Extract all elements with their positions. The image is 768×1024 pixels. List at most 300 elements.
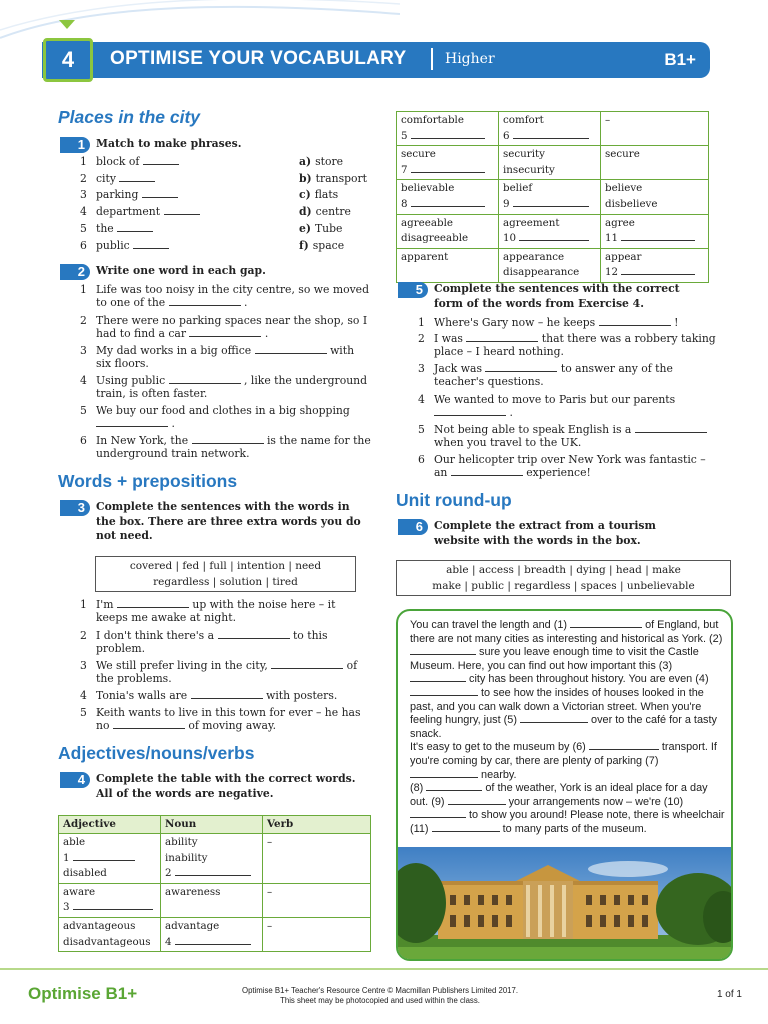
sentence-start: Jack was (434, 362, 483, 375)
museum-photo (398, 847, 733, 961)
sentence-start: In New York, the (96, 434, 189, 447)
word-forms-table-right (396, 111, 709, 283)
item-text (96, 598, 370, 624)
answer-gap[interactable] (401, 129, 494, 145)
blank-line[interactable] (96, 418, 168, 427)
table-cell (59, 917, 161, 951)
blank-line[interactable] (570, 619, 642, 628)
table-row (59, 917, 371, 951)
cell-word: disappearance (503, 266, 580, 279)
word-forms-table-left (58, 815, 371, 952)
word-box-line: able | access | breadth | dying | head | make (446, 564, 681, 576)
cell-word: believable (401, 182, 455, 195)
item-phrase: block of (96, 155, 140, 168)
blank-line[interactable] (119, 173, 155, 182)
answer-gap[interactable] (401, 197, 494, 213)
blank-line[interactable] (143, 156, 179, 165)
cell-word: advantageous (63, 919, 136, 932)
extract-fragment: over to the café for a tasty snack. (410, 714, 717, 740)
blank-line[interactable] (164, 206, 200, 215)
word-box-line: make | public | regardless | spaces | unbelievable (432, 580, 695, 592)
item-number: 4 (418, 393, 425, 406)
item-text (96, 374, 372, 400)
table-cell: – (263, 883, 371, 917)
cell-word: disagreeable (401, 232, 469, 245)
blank-line[interactable] (271, 660, 343, 669)
blank-line[interactable] (113, 720, 185, 729)
copyright-line: This sheet may be photocopied and used within the class. (280, 996, 480, 1005)
gap-number: 7 (401, 163, 408, 176)
column-header: Adjective (59, 816, 161, 834)
blank-line[interactable] (117, 599, 189, 608)
footer-divider (0, 968, 768, 970)
sentence-end: is the name for the underground train network. (96, 434, 371, 461)
sentence-start: My dad works in a big office (96, 344, 252, 357)
blank-line[interactable] (485, 363, 557, 372)
exercise-3-header (60, 500, 365, 544)
cell-word: security (503, 148, 545, 161)
match-option (299, 222, 379, 235)
item-number: 4 (80, 689, 87, 702)
gap-number: 4 (165, 935, 172, 948)
cell-word: believe (605, 182, 643, 195)
extract-fragment: sure you leave enough time to visit the Castle Museum. Here, you can find out how important this (3) (410, 646, 699, 672)
column-header: Verb (263, 816, 371, 834)
sentence-start: I don't think there's a (96, 629, 215, 642)
gap-number: 2 (165, 867, 172, 880)
list-item (418, 332, 716, 358)
sentence-end: . (244, 296, 248, 310)
sentence-end: with six floors. (96, 344, 355, 371)
cell-word: secure (401, 148, 436, 161)
copyright-line: Optimise B1+ Teacher's Resource Centre © Macmillan Publishers Limited 2017. (242, 986, 518, 995)
item-number: 6 (80, 434, 87, 447)
page-title: OPTIMISE YOUR VOCABULARY (110, 48, 407, 69)
item-text (96, 434, 372, 460)
triangle-marker-icon (59, 20, 75, 29)
list-item (80, 706, 370, 732)
cell-word: disadvantageous (63, 935, 151, 948)
gap-number: 8 (401, 197, 408, 210)
list-item (418, 423, 716, 449)
item-number: 5 (80, 404, 87, 417)
extract-fragment: nearby. (481, 768, 517, 781)
blank-line[interactable] (255, 345, 327, 354)
sentence-end: up with the noise here – it keeps me awake at night. (96, 598, 336, 625)
word-box-line: regardless | solution | tired (153, 576, 298, 588)
section-heading-unit-roundup: Unit round-up (396, 490, 512, 510)
blank-line[interactable] (175, 867, 251, 876)
cell-word: agreement (503, 216, 560, 229)
exercise-number: 6 (398, 519, 428, 535)
exercise-5-header (398, 282, 703, 311)
cell-word: comfortable (401, 114, 464, 126)
blank-line[interactable] (191, 690, 263, 699)
item-number: 2 (418, 332, 425, 345)
item-text (96, 283, 372, 309)
gap-number: 3 (63, 901, 70, 914)
sentence-start: Not being able to speak English is a (434, 423, 632, 436)
item-number: 5 (80, 706, 87, 719)
exercise-instruction: Match to make phrases. (96, 137, 242, 150)
option-letter: f) (299, 239, 309, 252)
option-letter: e) (299, 222, 311, 235)
sentence-start: We wanted to move to Paris but our parents (434, 393, 676, 406)
item-text (96, 172, 280, 185)
blank-line[interactable] (142, 189, 178, 198)
option-text: store (315, 155, 344, 168)
list-item (418, 316, 716, 329)
answer-gap[interactable] (503, 129, 596, 145)
sentence-end: . (171, 417, 175, 431)
list-item (418, 393, 716, 419)
match-option (299, 155, 379, 168)
column-header: Noun (161, 816, 263, 834)
blank-line[interactable] (133, 240, 169, 249)
blank-line[interactable] (410, 809, 466, 818)
exercise-6-header (398, 519, 703, 548)
list-item (80, 314, 372, 340)
blank-line[interactable] (434, 407, 506, 416)
table-row (59, 883, 371, 917)
item-phrase: department (96, 205, 161, 218)
table-cell: awareness (161, 883, 263, 917)
blank-line[interactable] (410, 673, 466, 682)
item-phrase: public (96, 239, 130, 252)
answer-gap[interactable] (401, 163, 494, 179)
blank-line[interactable] (169, 375, 241, 384)
item-number: 3 (80, 188, 87, 201)
section-heading-adj-noun-verb: Adjectives/nouns/verbs (58, 743, 255, 763)
cell-word: appear (605, 250, 642, 263)
gap-number: 5 (401, 129, 408, 142)
option-text: space (312, 239, 345, 252)
item-number: 1 (80, 283, 87, 296)
item-text (434, 332, 716, 358)
blank-line[interactable] (411, 164, 485, 173)
item-number: 2 (80, 629, 87, 642)
answer-gap[interactable] (63, 851, 156, 867)
answer-gap[interactable] (503, 231, 596, 247)
item-text (434, 316, 716, 329)
blank-line[interactable] (466, 333, 538, 342)
answer-gap[interactable] (605, 265, 704, 281)
sentence-end: of the problems. (96, 659, 358, 686)
blank-line[interactable] (513, 198, 589, 207)
option-text: centre (315, 205, 351, 218)
blank-line[interactable] (599, 317, 671, 326)
item-text (434, 423, 716, 449)
table-cell (499, 248, 601, 282)
list-item (80, 283, 372, 309)
blank-line[interactable] (448, 796, 506, 805)
item-phrase: parking (96, 188, 139, 201)
table-cell (601, 180, 709, 214)
item-text (96, 155, 280, 168)
match-option (299, 239, 379, 252)
extract-fragment: city has been throughout history. You are even (4) (469, 673, 709, 686)
item-number: 3 (418, 362, 425, 375)
extract-fragment: (8) (410, 782, 424, 795)
section-heading-places: Places in the city (58, 107, 201, 127)
exercise-instruction: Complete the extract from a tourism website with the words in the box. (434, 519, 656, 547)
item-text (434, 453, 716, 479)
table-cell (59, 883, 161, 917)
extract-fragment: to show you around! Please note, there is wheelchair (11) (410, 809, 725, 835)
sentence-start: Using public (96, 374, 166, 387)
table-row (397, 214, 709, 248)
table-cell: secure (601, 146, 709, 180)
item-phrase: the (96, 222, 114, 235)
blank-line[interactable] (411, 130, 485, 139)
option-letter: d) (299, 205, 312, 218)
option-letter: c) (299, 188, 311, 201)
blank-line[interactable] (411, 198, 485, 207)
sentence-start: Keith wants to live in this town for ever – he has no (96, 706, 361, 733)
item-number: 3 (80, 344, 87, 357)
sentence-end: to answer any of the teacher's questions. (434, 362, 673, 389)
sentence-start: Life was too noisy in the city centre, so we moved to one of the (96, 283, 369, 310)
gap-number: 9 (503, 197, 510, 210)
cell-word: disbelieve (605, 197, 658, 210)
item-text (96, 239, 280, 252)
blank-line[interactable] (589, 741, 659, 750)
item-text (96, 404, 372, 430)
gap-number: 10 (503, 232, 517, 245)
blank-line[interactable] (410, 687, 478, 696)
item-number: 3 (80, 659, 87, 672)
item-phrase: city (96, 172, 116, 185)
exercise-number: 2 (60, 264, 90, 280)
table-cell (161, 917, 263, 951)
list-item (80, 689, 370, 702)
item-number: 4 (80, 374, 87, 387)
extract-fragment: You can travel the length and (1) (410, 619, 568, 631)
footer-copyright (230, 986, 530, 1006)
item-text (96, 222, 280, 235)
item-number: 1 (418, 316, 425, 329)
table-cell (601, 248, 709, 282)
extract-fragment: to many parts of the museum. (502, 822, 647, 835)
word-box-line: covered | fed | full | intention | need (129, 560, 322, 572)
table-cell (161, 834, 263, 884)
item-number: 2 (80, 314, 87, 327)
sentence-start: We buy our food and clothes in a big shopping (96, 404, 350, 417)
extract-fragment: of the weather, York is an ideal place for a day out. (9) (410, 782, 708, 808)
level-label: Higher (445, 51, 495, 67)
blank-line[interactable] (410, 646, 476, 655)
list-item (80, 629, 370, 655)
extract-fragment: It's easy to get to the museum by (6) (410, 741, 586, 754)
item-text (434, 393, 716, 419)
table-cell (499, 146, 601, 180)
title-divider (431, 48, 433, 70)
blank-line[interactable] (635, 424, 707, 433)
answer-gap[interactable] (165, 935, 258, 951)
cell-word: ability (165, 836, 198, 848)
sentence-start: I was (434, 332, 463, 345)
word-box (396, 560, 731, 596)
cell-word: insecurity (503, 163, 555, 176)
cell-word: aware (63, 885, 96, 898)
sentence-start: Where's Gary now – he keeps (434, 316, 596, 329)
sentence-start: Our helicopter trip over New York was fantastic – an (434, 453, 706, 480)
table-cell (499, 112, 601, 146)
unit-header-banner (42, 42, 710, 78)
cell-word: disabled (63, 867, 107, 880)
item-text (96, 689, 370, 702)
item-number: 5 (80, 222, 87, 235)
exercise-instruction: Write one word in each gap. (96, 264, 266, 277)
sentence-end: that there was a robbery taking place – I heard nothing. (434, 332, 716, 359)
item-text (96, 629, 370, 655)
list-item (80, 239, 280, 252)
answer-gap[interactable] (605, 231, 704, 247)
table-cell (397, 180, 499, 214)
blank-line[interactable] (218, 630, 290, 639)
extract-text (410, 619, 726, 837)
exercise-2-header (60, 264, 360, 280)
section-heading-words-prepositions: Words + prepositions (58, 471, 238, 491)
option-text: Tube (314, 222, 343, 235)
exercise-instruction: Complete the table with the correct words. All of the words are negative. (96, 772, 356, 800)
option-text: transport (315, 172, 368, 185)
blank-line[interactable] (621, 266, 695, 275)
list-item (80, 374, 372, 400)
blank-line[interactable] (426, 782, 482, 791)
blank-line[interactable] (621, 232, 695, 241)
item-number: 6 (418, 453, 425, 466)
list-item (80, 434, 372, 460)
blank-line[interactable] (73, 901, 153, 910)
extract-fragment: your arrangements now – we're (10) (508, 795, 684, 808)
table-row (397, 180, 709, 214)
answer-gap[interactable] (503, 197, 596, 213)
blank-line[interactable] (169, 297, 241, 306)
item-text (96, 188, 280, 201)
extract-fragment: transport. If you're coming by car, there are plenty of parking (7) (410, 741, 717, 767)
table-cell: – (601, 112, 709, 146)
list-item (80, 205, 280, 218)
gap-number: 12 (605, 266, 619, 279)
cell-word: able (63, 836, 86, 848)
sentence-end: . (509, 406, 513, 420)
footer-brand: Optimise B1+ (28, 984, 138, 1003)
list-item (80, 598, 370, 624)
match-option (299, 205, 379, 218)
table-cell (397, 112, 499, 146)
cell-word: appearance (503, 250, 565, 263)
gap-number: 6 (503, 129, 510, 142)
blank-line[interactable] (117, 223, 153, 232)
list-item (80, 659, 370, 685)
cell-word: inability (165, 851, 208, 864)
item-number: 4 (80, 205, 87, 218)
blank-line[interactable] (175, 936, 251, 945)
exercise-number: 5 (398, 282, 428, 298)
table-cell (59, 834, 161, 884)
blank-line[interactable] (520, 714, 588, 723)
list-item (418, 453, 716, 479)
table-cell (499, 214, 601, 248)
sentence-end: ! (674, 316, 679, 329)
exercise-4-header (60, 772, 365, 801)
item-text (96, 706, 370, 732)
table-row (397, 248, 709, 282)
exercise-1-header (60, 137, 360, 153)
cell-word: agree (605, 216, 635, 229)
table-row (59, 834, 371, 884)
answer-gap[interactable] (63, 900, 156, 916)
list-item (80, 344, 372, 370)
option-text: flats (314, 188, 339, 201)
blank-line[interactable] (432, 823, 500, 832)
exercise-number: 3 (60, 500, 90, 516)
sentence-end: experience! (526, 466, 591, 480)
sentence-start: There were no parking spaces near the shop, so I had to find a car (96, 314, 368, 341)
table-cell (397, 214, 499, 248)
item-number: 2 (80, 172, 87, 185)
cell-word: advantage (165, 919, 220, 932)
exercise-number: 4 (60, 772, 90, 788)
blank-line[interactable] (189, 328, 261, 337)
blank-line[interactable] (513, 130, 589, 139)
table-cell: – (263, 917, 371, 951)
exercise-number: 1 (60, 137, 90, 153)
tourism-extract (396, 609, 733, 961)
sentence-end: with posters. (266, 689, 338, 702)
blank-line[interactable] (451, 467, 523, 476)
table-cell: – (263, 834, 371, 884)
item-number: 1 (80, 598, 87, 611)
level-badge: B1+ (664, 50, 696, 69)
extract-fragment: to see how the insides of houses looked in the past, and you can walk down a Victorian street. When you're feeling hungry, just (5) (410, 686, 704, 727)
sentence-start: Tonia's walls are (96, 689, 188, 702)
sentence-end: to this problem. (96, 629, 328, 656)
blank-line[interactable] (519, 232, 589, 241)
table-row (397, 112, 709, 146)
gap-number: 1 (63, 851, 70, 864)
sentence-end: . (264, 327, 269, 341)
extract-fragment: of England, but there are not many cities as interesting and historical as York. (2) (410, 619, 723, 645)
sentence-start: I'm (96, 598, 114, 611)
exercise-instruction: Complete the sentences with the correct form of the words from Exercise 4. (434, 282, 680, 310)
list-item (80, 404, 372, 430)
answer-gap[interactable] (165, 866, 258, 882)
item-text (96, 344, 372, 370)
list-item (80, 188, 280, 201)
item-number: 5 (418, 423, 425, 436)
table-cell (397, 146, 499, 180)
item-number: 1 (80, 155, 87, 168)
cell-word: belief (503, 182, 533, 195)
item-text (96, 205, 280, 218)
unit-number-badge: 4 (43, 38, 93, 82)
blank-line[interactable] (410, 769, 478, 778)
sentence-end: when you travel to the UK. (434, 436, 582, 450)
blank-line[interactable] (192, 435, 264, 444)
table-cell (499, 180, 601, 214)
blank-line[interactable] (73, 852, 135, 861)
item-text (96, 659, 370, 685)
item-text (96, 314, 372, 340)
match-option (299, 188, 379, 201)
item-number: 6 (80, 239, 87, 252)
list-item (80, 155, 280, 168)
match-option (299, 172, 379, 185)
page-number: 1 of 1 (716, 989, 742, 1000)
table-cell (601, 214, 709, 248)
